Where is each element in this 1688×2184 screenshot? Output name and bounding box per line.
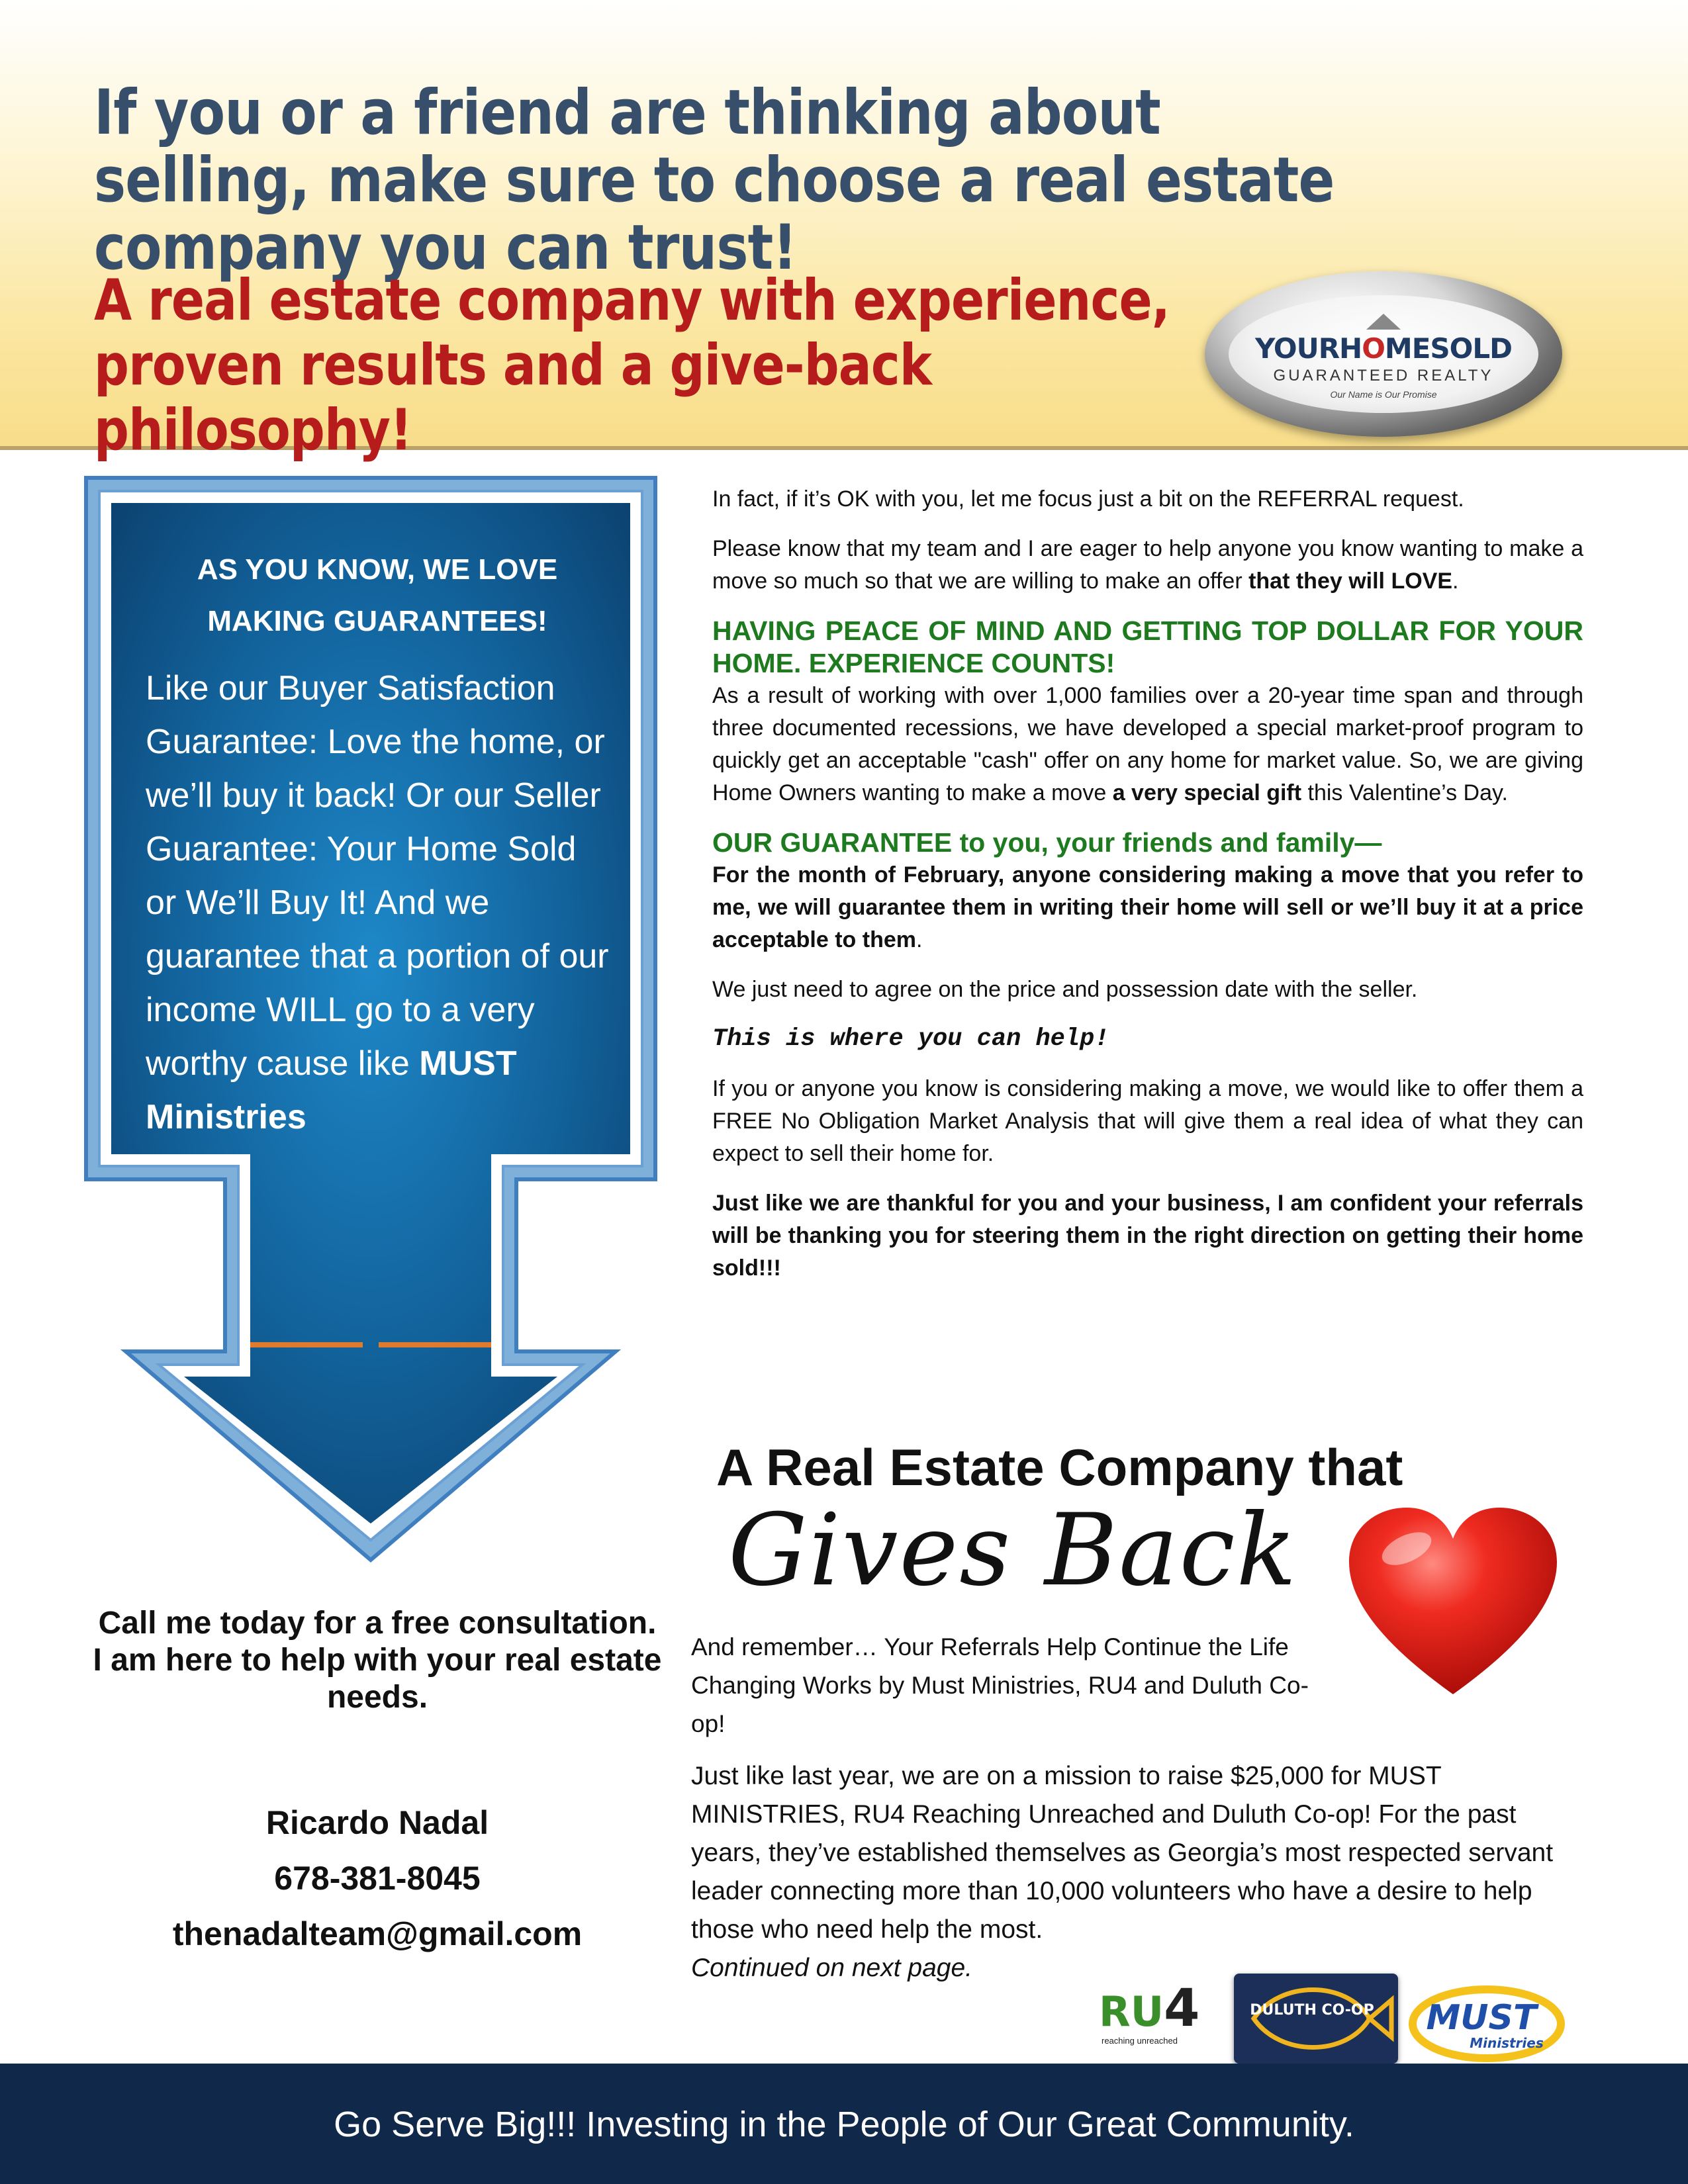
logo-subtitle: GUARANTEED REALTY	[1273, 367, 1494, 385]
svg-text:MUST: MUST	[1426, 1998, 1537, 2038]
subheadline: A real estate company with experience, proven results and a give-back philosophy!	[94, 267, 1170, 463]
footer-slogan: Go Serve Big!!! Investing in the People of Our Great Community.	[334, 2105, 1354, 2144]
logo-badge	[1229, 295, 1538, 413]
duluth-coop-logo	[1234, 1974, 1398, 2064]
experience-heading: HAVING PEACE OF MIND AND GETTING TOP DOLLAR FOR YOUR HOME. EXPERIENCE COUNTS!	[712, 615, 1583, 678]
header-banner	[0, 0, 1688, 463]
svg-text:DULUTH CO-OP: DULUTH CO-OP	[1250, 2002, 1374, 2019]
call-to-action: Call me today for a free consultation. I am here to help with your real estate needs.	[93, 1606, 662, 1715]
gives-back-script: Gives Back	[728, 1493, 1298, 1608]
svg-text:Ministries: Ministries	[1470, 2035, 1544, 2051]
continued-note: Continued on next page.	[691, 1954, 973, 1982]
market-analysis-paragraph: If you or anyone you know is considering making a move, we would like to offer them a FREE No Obligation Market Analysis that will give them a real idea of what they can expect to sell their home for.	[712, 1076, 1583, 1166]
guarantees-body: Like our Buyer Satisfaction Guarantee: Love the home, or we’ll buy it back! Or our Seller Guarantee: Your Home Sold or We’ll Buy It! And we guarantee that a portion of our income WILL go to a very worthy cause like MUST Ministries	[146, 669, 609, 1136]
agent-phone[interactable]: 678-381-8045	[274, 1860, 481, 1897]
footer-bar	[0, 2064, 1688, 2184]
referrals-help-paragraph: And remember… Your Referrals Help Continue the Life Changing Works by Must Ministries, RU4 and Duluth Co-op!	[691, 1633, 1309, 1737]
gives-back-title: A Real Estate Company that	[716, 1438, 1403, 1496]
must-ministries-logo	[1407, 1978, 1566, 2064]
heart-icon	[1344, 1502, 1562, 1701]
company-logo	[1205, 271, 1562, 437]
ru4-logo: RU4 reaching unreached	[1099, 1979, 1200, 2046]
agree-price-paragraph: We just need to agree on the price and possession date with the seller.	[712, 977, 1418, 1002]
referral-intro: In fact, if it’s OK with you, let me focus just a bit on the REFERRAL request.	[712, 486, 1464, 512]
experience-paragraph: As a result of working with over 1,000 families over a 20-year time span and through three documented recessions, we have developed a special market-proof program to quickly get an acceptable "cash" offer on any home for market value. So, we are giving Home Owners wanting to make a move a very special gift this Valentine’s Day.	[712, 683, 1583, 805]
arrow-content	[146, 544, 609, 1144]
thankful-paragraph: Just like we are thankful for you and your business, I am confident your referrals will be thanking you for steering them in the right direction on getting their home sold!!!	[712, 1191, 1583, 1281]
logo-tagline: Our Name is Our Promise	[1330, 389, 1437, 400]
guarantees-heading: AS YOU KNOW, WE LOVE MAKING GUARANTEES!	[197, 553, 558, 637]
guarantee-heading: OUR GUARANTEE to you, your friends and family—	[712, 827, 1382, 858]
help-callout: This is where you can help!	[712, 1025, 1109, 1053]
eager-to-help-paragraph: Please know that my team and I are eager to help anyone you know wanting to make a move so much so that we are willing to make an offer that they will LOVE.	[712, 536, 1583, 594]
article-column	[712, 483, 1583, 1302]
agent-email[interactable]: thenadalteam@gmail.com	[172, 1915, 583, 1952]
headline: If you or a friend are thinking about selling, make sure to choose a real estate company you can trust!	[94, 77, 1335, 284]
contact-block	[93, 1795, 662, 1962]
house-roof-icon	[1366, 314, 1401, 330]
mission-paragraph: Just like last year, we are on a mission to raise $25,000 for MUST MINISTRIES, RU4 Reaching Unreached and Duluth Co-op! For the past years, they’ve established themselves as Georgia’s most respected servant leader connecting more than 10,000 volunteers who have a desire to help those who need help the most. Continued on next page.	[691, 1762, 1554, 1982]
agent-name: Ricardo Nadal	[265, 1804, 489, 1841]
guarantee-paragraph: For the month of February, anyone considering making a move that you refer to me, we will guarantee them in writing their home will sell or we’ll buy it at a price acceptable to them.	[712, 862, 1583, 952]
logo-brand: YOURHOMESOLD	[1254, 332, 1512, 365]
